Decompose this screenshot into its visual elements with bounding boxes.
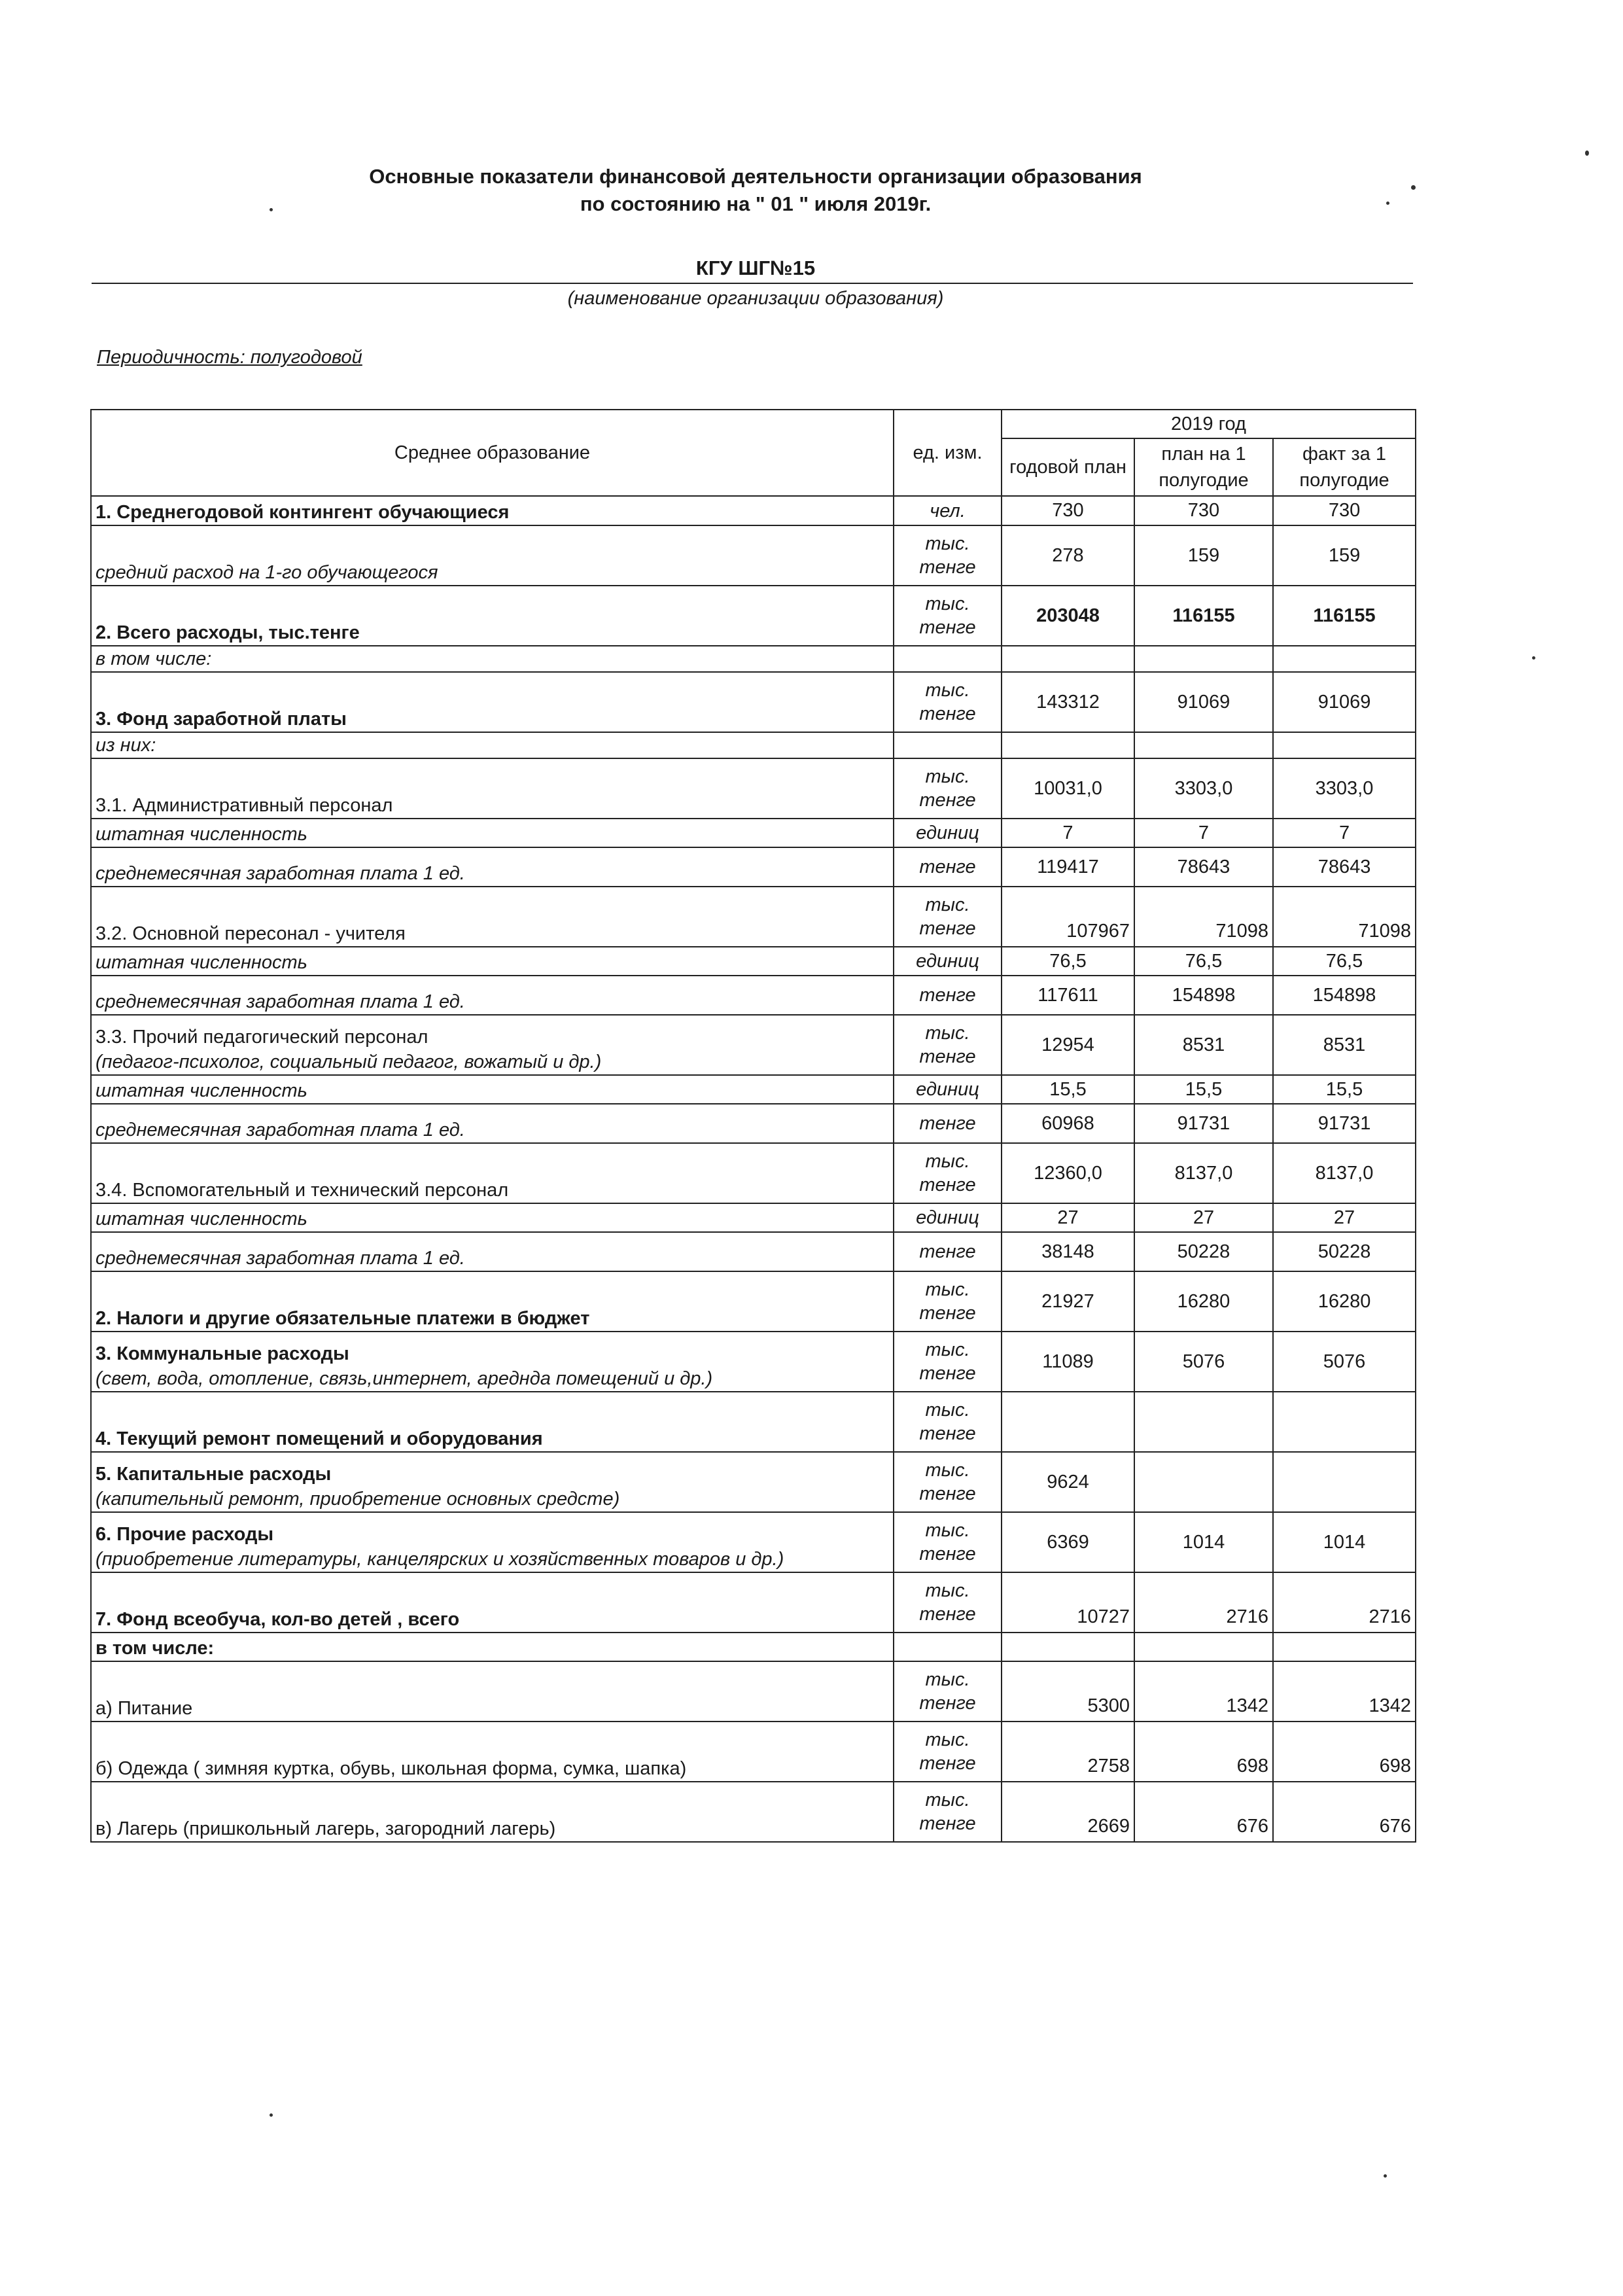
table-row	[91, 758, 1416, 819]
document-title-line1: Основные показатели финансовой деятельности организации образования	[369, 165, 1142, 188]
row-unit	[894, 732, 1002, 758]
row-half-year-fact: 8531	[1273, 1015, 1416, 1075]
row-half-year-plan: 1014	[1134, 1512, 1273, 1572]
row-label-note: (свет, вода, отопление, связь,интернет, ареднда помещений и др.)	[96, 1368, 713, 1389]
table-row	[91, 586, 1416, 646]
row-unit: тыс. тенге	[894, 672, 1002, 732]
row-label-text: средний расход на 1-го обучающегося	[96, 562, 438, 583]
row-half-year-fact: 91069	[1273, 672, 1416, 732]
row-unit: тыс. тенге	[894, 525, 1002, 586]
row-half-year-plan: 159	[1134, 525, 1273, 586]
row-label	[91, 732, 894, 758]
row-annual-plan: 117611	[1002, 976, 1134, 1015]
header-annual-plan: годовой план	[1002, 438, 1134, 496]
row-label	[91, 1271, 894, 1332]
row-half-year-fact: 15,5	[1273, 1075, 1416, 1104]
row-label	[91, 1015, 894, 1075]
row-unit: единиц	[894, 819, 1002, 847]
header-half-year-plan: план на 1 полугодие	[1134, 438, 1273, 496]
row-label-text: среднемесячная заработная плата 1 ед.	[96, 863, 465, 884]
row-label	[91, 1722, 894, 1782]
row-label-text: а) Питание	[96, 1698, 193, 1719]
row-half-year-fact	[1273, 1392, 1416, 1452]
row-half-year-fact	[1273, 1633, 1416, 1661]
row-label-text: 3.3. Прочий педагогический персонал	[96, 1027, 428, 1048]
row-label	[91, 1392, 894, 1452]
row-annual-plan: 9624	[1002, 1452, 1134, 1512]
row-label	[91, 819, 894, 847]
row-label	[91, 672, 894, 732]
header-half-year-fact: факт за 1 полугодие	[1273, 438, 1416, 496]
organization-name: КГУ ШГ№15	[695, 256, 816, 279]
row-label	[91, 976, 894, 1015]
row-annual-plan: 6369	[1002, 1512, 1134, 1572]
row-label-text: штатная численность	[96, 952, 307, 973]
row-half-year-fact: 71098	[1273, 887, 1416, 947]
row-unit: тыс. тенге	[894, 1271, 1002, 1332]
row-annual-plan	[1002, 1392, 1134, 1452]
table-row	[91, 1104, 1416, 1143]
row-label	[91, 887, 894, 947]
row-half-year-plan: 16280	[1134, 1271, 1273, 1332]
scan-speck	[1532, 656, 1535, 660]
row-half-year-plan	[1134, 646, 1273, 672]
table-row	[91, 1392, 1416, 1452]
row-unit: чел.	[894, 496, 1002, 525]
table-row	[91, 819, 1416, 847]
table-row	[91, 1452, 1416, 1512]
row-label	[91, 1452, 894, 1512]
table-row	[91, 525, 1416, 586]
row-label	[91, 1143, 894, 1203]
row-half-year-plan: 91069	[1134, 672, 1273, 732]
row-annual-plan: 143312	[1002, 672, 1134, 732]
row-half-year-plan: 5076	[1134, 1332, 1273, 1392]
table-row	[91, 976, 1416, 1015]
row-half-year-plan: 1342	[1134, 1661, 1273, 1722]
row-label	[91, 1332, 894, 1392]
table-row	[91, 1271, 1416, 1332]
scan-speck	[1384, 2174, 1387, 2178]
scan-speck	[1585, 150, 1589, 156]
row-unit: тыс. тенге	[894, 1452, 1002, 1512]
row-half-year-plan: 7	[1134, 819, 1273, 847]
row-unit: тыс. тенге	[894, 887, 1002, 947]
row-unit: тыс. тенге	[894, 1512, 1002, 1572]
table-row	[91, 1572, 1416, 1633]
table-row	[91, 1782, 1416, 1842]
row-label	[91, 1232, 894, 1271]
table-row	[91, 672, 1416, 732]
row-half-year-plan: 154898	[1134, 976, 1273, 1015]
row-unit	[894, 1633, 1002, 1661]
table-row	[91, 732, 1416, 758]
row-label	[91, 1512, 894, 1572]
row-half-year-fact: 7	[1273, 819, 1416, 847]
row-unit: тенге	[894, 1104, 1002, 1143]
row-label	[91, 1075, 894, 1104]
row-annual-plan: 21927	[1002, 1271, 1134, 1332]
row-half-year-fact: 78643	[1273, 847, 1416, 887]
row-half-year-fact: 16280	[1273, 1271, 1416, 1332]
row-half-year-fact: 698	[1273, 1722, 1416, 1782]
row-unit: тенге	[894, 847, 1002, 887]
scan-speck	[270, 2113, 273, 2117]
row-unit: тыс. тенге	[894, 1722, 1002, 1782]
row-annual-plan: 12954	[1002, 1015, 1134, 1075]
row-annual-plan: 730	[1002, 496, 1134, 525]
row-label-text: 2. Налоги и другие обязательные платежи в бюджет	[96, 1308, 590, 1329]
row-annual-plan: 76,5	[1002, 947, 1134, 976]
row-half-year-fact: 159	[1273, 525, 1416, 586]
row-half-year-fact: 116155	[1273, 586, 1416, 646]
table-row	[91, 1203, 1416, 1232]
document-title-line2: по состоянию на " 01 " июля 2019г.	[580, 192, 932, 215]
row-unit: тыс. тенге	[894, 1015, 1002, 1075]
row-annual-plan: 2758	[1002, 1722, 1134, 1782]
row-half-year-fact: 5076	[1273, 1332, 1416, 1392]
row-half-year-plan: 116155	[1134, 586, 1273, 646]
table-row	[91, 1075, 1416, 1104]
table-row	[91, 496, 1416, 525]
row-annual-plan: 60968	[1002, 1104, 1134, 1143]
row-label-text: среднемесячная заработная плата 1 ед.	[96, 1120, 465, 1140]
row-label	[91, 847, 894, 887]
row-label-text: 2. Всего расходы, тыс.тенге	[96, 622, 360, 643]
row-label	[91, 525, 894, 586]
row-label	[91, 947, 894, 976]
table-row	[91, 1332, 1416, 1392]
row-label-text: в) Лагерь (пришкольный лагерь, загородний лагерь)	[96, 1818, 556, 1839]
row-half-year-fact: 2716	[1273, 1572, 1416, 1633]
row-unit: тенге	[894, 976, 1002, 1015]
row-half-year-fact: 1342	[1273, 1661, 1416, 1722]
row-annual-plan: 11089	[1002, 1332, 1134, 1392]
row-label-note: (капительный ремонт, приобретение основных средстe)	[96, 1489, 620, 1510]
row-half-year-plan	[1134, 732, 1273, 758]
row-unit: тыс. тенге	[894, 1782, 1002, 1842]
table-row	[91, 1512, 1416, 1572]
row-label	[91, 1572, 894, 1633]
row-label-text: 3. Коммунальные расходы	[96, 1343, 349, 1364]
row-half-year-fact: 27	[1273, 1203, 1416, 1232]
row-half-year-plan: 50228	[1134, 1232, 1273, 1271]
row-label-text: 5. Капитальные расходы	[96, 1464, 332, 1485]
row-half-year-fact	[1273, 1452, 1416, 1512]
row-label-text: из них:	[96, 735, 156, 756]
row-annual-plan: 278	[1002, 525, 1134, 586]
row-half-year-fact: 730	[1273, 496, 1416, 525]
table-row	[91, 947, 1416, 976]
row-label-text: среднемесячная заработная плата 1 ед.	[96, 1248, 465, 1269]
row-label-text: 1. Среднегодовой контингент обучающиеся	[96, 502, 510, 523]
row-label	[91, 1104, 894, 1143]
row-annual-plan: 107967	[1002, 887, 1134, 947]
row-half-year-plan: 2716	[1134, 1572, 1273, 1633]
header-unit: ед. изм.	[894, 410, 1002, 496]
row-half-year-fact: 91731	[1273, 1104, 1416, 1143]
row-label-text: штатная численность	[96, 1080, 307, 1101]
row-label-text: 7. Фонд всеобуча, кол-во детей , всего	[96, 1609, 460, 1630]
row-half-year-plan: 730	[1134, 496, 1273, 525]
row-unit: тыс. тенге	[894, 1661, 1002, 1722]
scan-speck	[1386, 202, 1389, 205]
row-annual-plan: 5300	[1002, 1661, 1134, 1722]
header-section: Среднее образование	[91, 410, 894, 496]
row-annual-plan: 203048	[1002, 586, 1134, 646]
row-label-text: в том числе:	[96, 648, 212, 669]
row-label	[91, 1633, 894, 1661]
table-row	[91, 847, 1416, 887]
scan-speck	[270, 208, 273, 211]
row-label-text: 6. Прочие расходы	[96, 1524, 274, 1545]
row-label-text: в том числе:	[96, 1638, 215, 1659]
row-annual-plan: 10031,0	[1002, 758, 1134, 819]
row-half-year-plan: 78643	[1134, 847, 1273, 887]
row-unit: тыс. тенге	[894, 586, 1002, 646]
row-label-text: 3.4. Вспомогательный и технический персонал	[96, 1180, 509, 1201]
table-row	[91, 1143, 1416, 1203]
row-half-year-fact: 76,5	[1273, 947, 1416, 976]
row-unit: тыс. тенге	[894, 1572, 1002, 1633]
row-half-year-plan: 698	[1134, 1722, 1273, 1782]
row-label	[91, 586, 894, 646]
row-label-text: 3. Фонд заработной платы	[96, 709, 347, 730]
row-unit: тыс. тенге	[894, 758, 1002, 819]
row-half-year-fact: 676	[1273, 1782, 1416, 1842]
row-half-year-plan: 91731	[1134, 1104, 1273, 1143]
row-half-year-fact: 154898	[1273, 976, 1416, 1015]
row-label-text: б) Одежда ( зимняя куртка, обувь, школьная форма, сумка, шапка)	[96, 1758, 687, 1779]
row-annual-plan	[1002, 1633, 1134, 1661]
row-annual-plan	[1002, 646, 1134, 672]
financial-indicators-table	[90, 409, 1416, 1843]
table-row	[91, 1722, 1416, 1782]
row-annual-plan: 2669	[1002, 1782, 1134, 1842]
row-label	[91, 1661, 894, 1722]
row-unit: единиц	[894, 1203, 1002, 1232]
row-half-year-fact: 3303,0	[1273, 758, 1416, 819]
row-label	[91, 1782, 894, 1842]
row-half-year-plan: 71098	[1134, 887, 1273, 947]
row-half-year-plan	[1134, 1452, 1273, 1512]
row-half-year-plan: 8531	[1134, 1015, 1273, 1075]
row-annual-plan: 119417	[1002, 847, 1134, 887]
row-half-year-fact	[1273, 646, 1416, 672]
row-half-year-fact	[1273, 732, 1416, 758]
row-label	[91, 1203, 894, 1232]
row-half-year-plan	[1134, 1392, 1273, 1452]
row-annual-plan: 15,5	[1002, 1075, 1134, 1104]
row-label	[91, 646, 894, 672]
row-label	[91, 758, 894, 819]
row-annual-plan	[1002, 732, 1134, 758]
row-annual-plan: 10727	[1002, 1572, 1134, 1633]
row-half-year-plan: 76,5	[1134, 947, 1273, 976]
periodicity-label: Периодичность: полугодовой	[97, 347, 362, 368]
scan-speck	[1411, 185, 1416, 190]
organization-name-underline	[92, 283, 1413, 284]
row-label-text: среднемесячная заработная плата 1 ед.	[96, 991, 465, 1012]
header-year: 2019 год	[1002, 410, 1416, 438]
row-label-note: (приобретение литературы, канцелярских и хозяйственных товаров и др.)	[96, 1549, 784, 1570]
table-body	[91, 496, 1416, 1842]
row-label	[91, 496, 894, 525]
row-label-text: 3.1. Административный персонал	[96, 795, 393, 816]
row-half-year-fact: 8137,0	[1273, 1143, 1416, 1203]
row-annual-plan: 7	[1002, 819, 1134, 847]
row-annual-plan: 27	[1002, 1203, 1134, 1232]
row-half-year-plan: 8137,0	[1134, 1143, 1273, 1203]
table-row	[91, 646, 1416, 672]
row-half-year-fact: 1014	[1273, 1512, 1416, 1572]
table-row	[91, 1015, 1416, 1075]
row-label-text: штатная численность	[96, 1209, 307, 1229]
table-row	[91, 887, 1416, 947]
row-half-year-plan: 15,5	[1134, 1075, 1273, 1104]
organization-name-caption: (наименование организации образования)	[567, 288, 944, 309]
table-header-row	[91, 410, 1416, 438]
row-half-year-plan	[1134, 1633, 1273, 1661]
row-label-text: 3.2. Основной пересонал - учителя	[96, 923, 406, 944]
row-half-year-plan: 676	[1134, 1782, 1273, 1842]
row-half-year-fact: 50228	[1273, 1232, 1416, 1271]
row-label-note: (педагог-психолог, социальный педагог, вожатый и др.)	[96, 1051, 602, 1072]
row-unit: единиц	[894, 947, 1002, 976]
table-row	[91, 1232, 1416, 1271]
row-unit	[894, 646, 1002, 672]
row-half-year-plan: 3303,0	[1134, 758, 1273, 819]
table-row	[91, 1661, 1416, 1722]
table-row	[91, 1633, 1416, 1661]
row-half-year-plan: 27	[1134, 1203, 1273, 1232]
row-annual-plan: 12360,0	[1002, 1143, 1134, 1203]
row-unit: тыс. тенге	[894, 1392, 1002, 1452]
row-annual-plan: 38148	[1002, 1232, 1134, 1271]
row-label-text: штатная численность	[96, 824, 307, 845]
row-unit: единиц	[894, 1075, 1002, 1104]
row-unit: тыс. тенге	[894, 1332, 1002, 1392]
row-unit: тыс. тенге	[894, 1143, 1002, 1203]
row-unit: тенге	[894, 1232, 1002, 1271]
row-label-text: 4. Текущий ремонт помещений и оборудования	[96, 1428, 543, 1449]
